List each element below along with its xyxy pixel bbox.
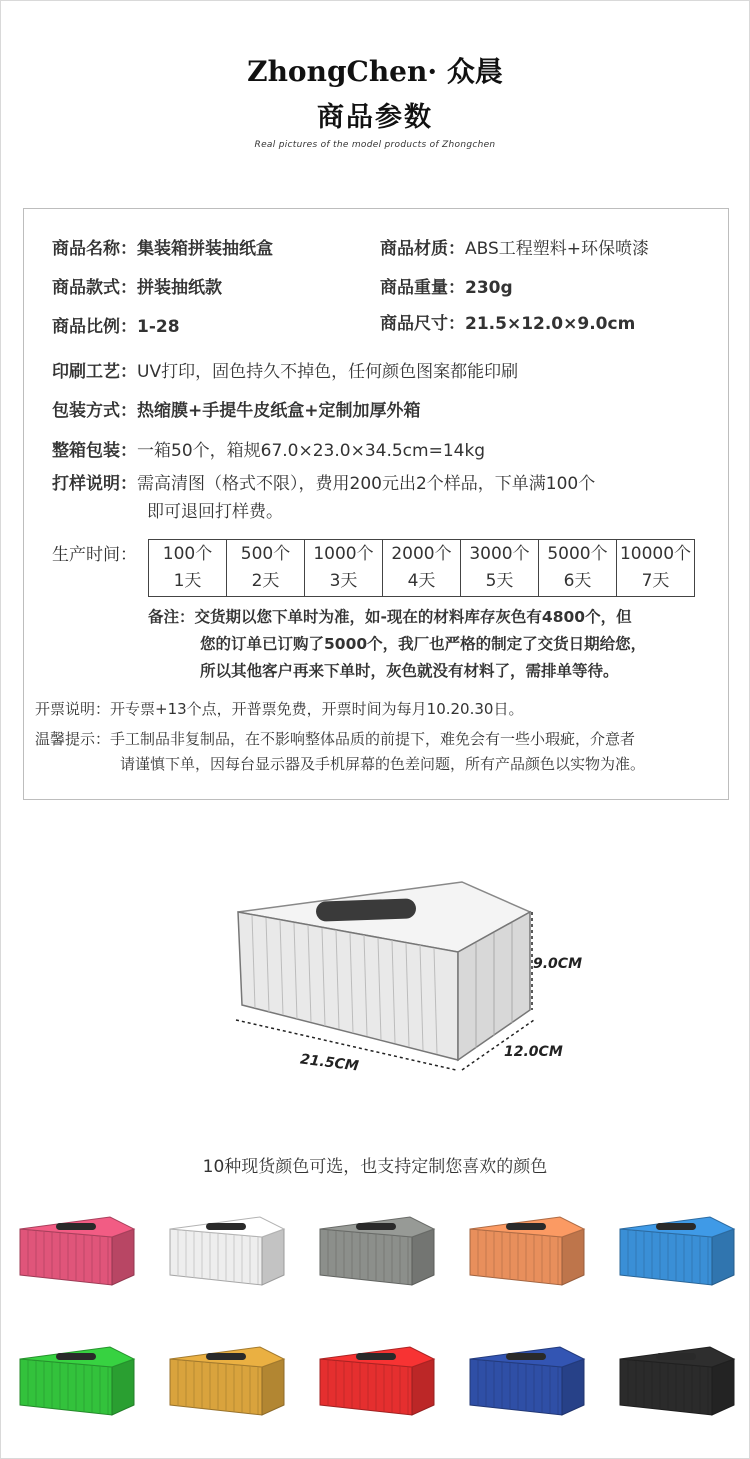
production-note-line: 备注：交货期以您下单时为准，如-现在的材料库存灰色有4800个，但 (148, 608, 632, 626)
swatch-side (712, 1229, 734, 1285)
spec-scale (52, 312, 180, 337)
production-cell (461, 540, 539, 597)
color-swatch[interactable] (618, 1345, 738, 1420)
spec-weight-value: 230g (465, 278, 513, 298)
production-cell (305, 540, 383, 597)
production-note-line: 您的订单已订购了5000个，我厂也严格的制定了交货日期给您， (200, 635, 647, 653)
swatch-slot (356, 1353, 396, 1360)
spec-material-value: ABS工程塑料+环保喷漆 (465, 239, 650, 259)
spec-scale-value: 1-28 (137, 317, 180, 337)
swatch-front (20, 1229, 112, 1285)
production-qty: 2000个 (391, 544, 452, 564)
tissue-slot (316, 898, 417, 921)
swatch-side (562, 1229, 584, 1285)
spec-style-value: 拼装抽纸款 (137, 278, 222, 298)
swatch-slot (356, 1223, 396, 1230)
swatch-slot (656, 1223, 696, 1230)
color-swatch[interactable] (318, 1215, 438, 1290)
production-day: 4天 (407, 571, 436, 591)
swatch-slot (506, 1353, 546, 1360)
spec-name (52, 234, 273, 259)
production-qty: 100个 (162, 544, 213, 564)
production-day: 2天 (251, 571, 280, 591)
production-qty: 5000个 (547, 544, 608, 564)
swatch-front (320, 1229, 412, 1285)
spec-material-label: 商品材质： (380, 239, 465, 259)
color-swatch[interactable] (468, 1215, 588, 1290)
production-day: 5天 (485, 571, 514, 591)
production-cell (383, 540, 461, 597)
spec-carton-label: 整箱包装： (52, 441, 137, 461)
production-table (148, 539, 695, 597)
swatch-slot (206, 1223, 246, 1230)
spec-name-label: 商品名称： (52, 239, 137, 259)
spec-weight-label: 商品重量： (380, 278, 465, 298)
swatch-side (112, 1359, 134, 1415)
swatch-side (412, 1359, 434, 1415)
reminder-text-2: 请谨慎下单，因每台显示器及手机屏幕的色差问题，所有产品颜色以实物为准。 (120, 755, 646, 773)
swatch-side (112, 1229, 134, 1285)
spec-carton (52, 436, 485, 461)
color-swatch[interactable] (18, 1345, 138, 1420)
spec-size (380, 309, 635, 334)
swatch-slot (56, 1353, 96, 1360)
production-note-line: 所以其他客户再来下单时，灰色就没有材料了，需排单等待。 (200, 662, 619, 680)
spec-sample-cont (147, 497, 283, 522)
swatch-slot (56, 1223, 96, 1230)
swatch-side (412, 1229, 434, 1285)
production-qty: 3000个 (469, 544, 530, 564)
color-swatch[interactable] (18, 1215, 138, 1290)
production-day: 7天 (641, 571, 670, 591)
invoice-text: 开票说明：开专票+13个点，开普票免费，开票时间为每月10.20.30日。 (35, 700, 524, 718)
spec-weight (380, 273, 513, 298)
depth-dimension: 12.0CM (504, 1044, 563, 1060)
brand-logo: ZhongChen· 众晨 (247, 55, 503, 88)
production-cell (227, 540, 305, 597)
swatch-front (470, 1229, 562, 1285)
swatch-front (20, 1359, 112, 1415)
swatch-side (712, 1359, 734, 1415)
spec-style (52, 273, 222, 298)
color-swatch[interactable] (168, 1345, 288, 1420)
production-day: 3天 (329, 571, 358, 591)
production-label: 生产时间： (52, 545, 137, 565)
spec-pack (52, 396, 421, 421)
page-subtitle: Real pictures of the model products of Zhongchen (254, 140, 496, 150)
production-note (148, 604, 646, 685)
color-swatch[interactable] (318, 1345, 438, 1420)
swatch-side (262, 1359, 284, 1415)
spec-style-label: 商品款式： (52, 278, 137, 298)
spec-size-label: 商品尺寸： (380, 314, 465, 334)
production-cell (617, 540, 695, 597)
spec-pack-value: 热缩膜+手提牛皮纸盒+定制加厚外箱 (137, 401, 421, 421)
production-qty: 10000个 (619, 544, 692, 564)
swatch-slot (656, 1353, 696, 1360)
swatch-front (170, 1229, 262, 1285)
reminder-text-1: 温馨提示：手工制品非复制品，在不影响整体品质的前提下，难免会有一些小瑕疵，介意者 (35, 730, 636, 748)
swatch-front (470, 1359, 562, 1415)
color-swatch[interactable] (168, 1215, 288, 1290)
production-cell (149, 540, 227, 597)
production-cell (539, 540, 617, 597)
swatch-front (170, 1359, 262, 1415)
page-title: 商品参数 (317, 102, 433, 133)
swatch-slot (506, 1223, 546, 1230)
swatch-front (620, 1229, 712, 1285)
spec-print-value: UV打印，固色持久不掉色，任何颜色图案都能印刷 (137, 362, 519, 382)
spec-name-value: 集装箱拼装抽纸盒 (137, 239, 273, 259)
color-swatch[interactable] (618, 1215, 738, 1290)
spec-print (52, 357, 518, 382)
production-qty: 1000个 (313, 544, 374, 564)
production-qty: 500个 (240, 544, 291, 564)
spec-scale-label: 商品比例： (52, 317, 137, 337)
spec-carton-value: 一箱50个，箱规67.0×23.0×34.5cm=14kg (137, 441, 486, 461)
spec-material (380, 234, 649, 259)
spec-sample-value-2: 即可退回打样费。 (147, 502, 283, 522)
spec-sample (52, 469, 595, 494)
length-dimension: 21.5CM (299, 1051, 360, 1075)
swatch-front (320, 1359, 412, 1415)
swatch-side (562, 1359, 584, 1415)
swatch-front (620, 1359, 712, 1415)
swatch-side (262, 1229, 284, 1285)
swatch-slot (206, 1353, 246, 1360)
production-day: 6天 (563, 571, 592, 591)
gallery-title: 10种现货颜色可选，也支持定制您喜欢的颜色 (202, 1157, 548, 1177)
spec-sample-value-1: 需高清图（格式不限），费用200元出2个样品，下单满100个 (137, 474, 596, 494)
height-dimension: 9.0CM (533, 956, 583, 972)
production-day: 1天 (173, 571, 202, 591)
spec-sample-label: 打样说明： (52, 474, 137, 494)
spec-size-value: 21.5×12.0×9.0cm (465, 314, 636, 334)
color-swatch[interactable] (468, 1345, 588, 1420)
spec-print-label: 印刷工艺： (52, 362, 137, 382)
spec-pack-label: 包装方式： (52, 401, 137, 421)
